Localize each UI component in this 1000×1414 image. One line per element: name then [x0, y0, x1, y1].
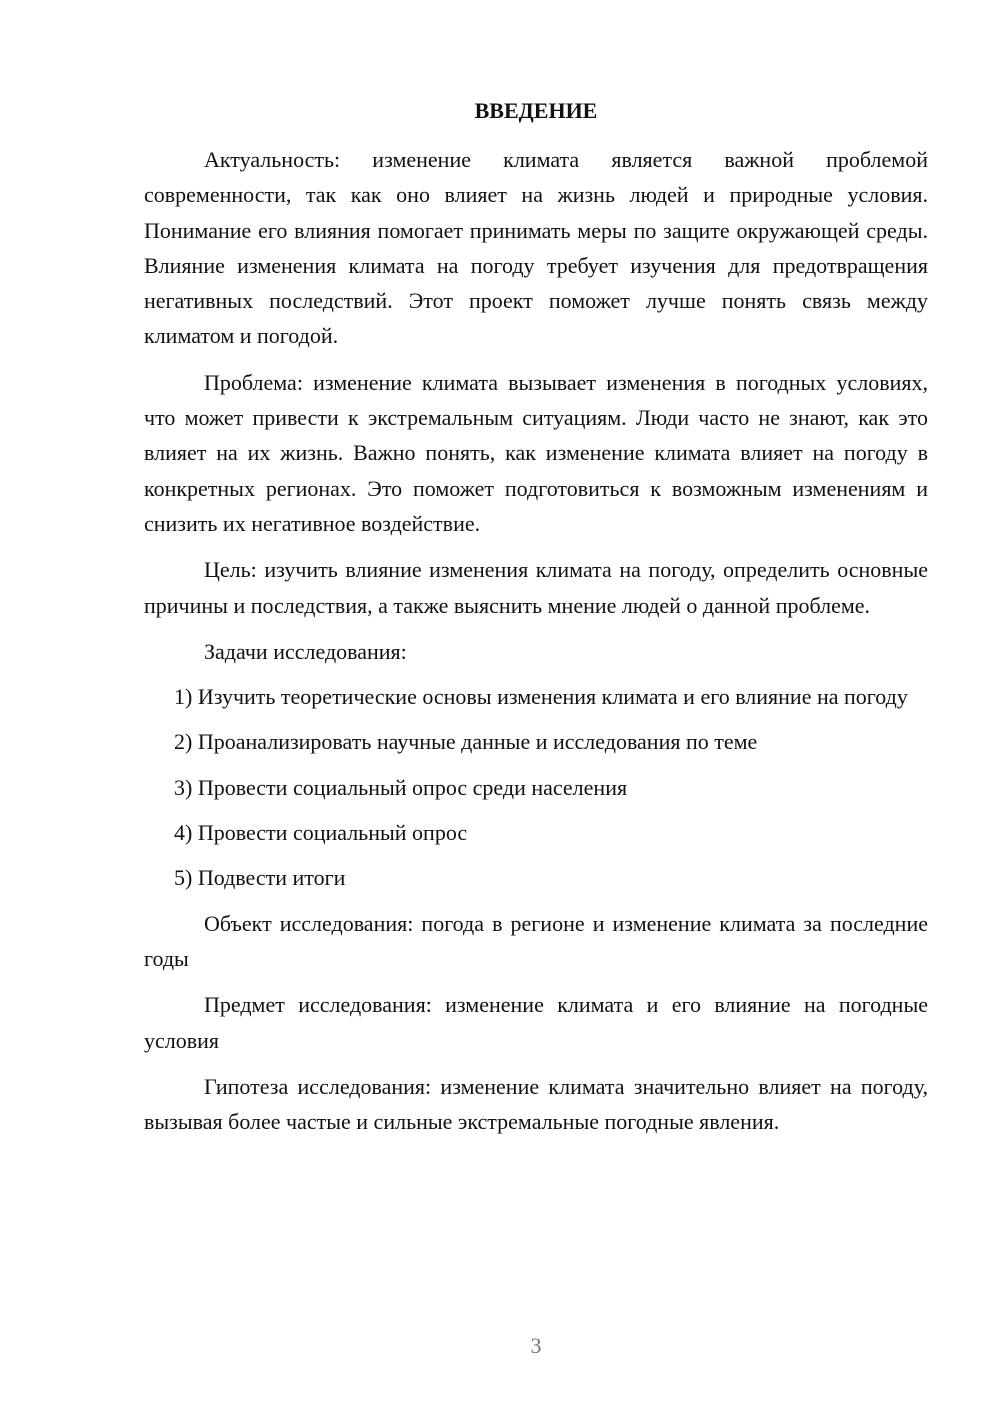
tasks-list: [144, 679, 928, 895]
paragraph-object: Объект исследования: погода в регионе и изменение климата за последние годы: [144, 910, 928, 971]
list-item: 4) Провести социальный опрос: [174, 820, 468, 846]
paragraph-relevance: Актуальность: изменение климата является важной проблемой современности, так как оно влияет на жизнь людей и природные условия. Понимание его влияния помогает принимать меры по защите окружающей среды. Влияние изменения климата на погоду требует изучения для предотвращения негативных последствий. Этот проект поможет лучше понять связь между климатом и погодой.: [144, 147, 928, 349]
list-item: 2) Проанализировать научные данные и исследования по теме: [174, 729, 758, 755]
document-page: [144, 96, 928, 1150]
list-item: 5) Подвести итоги: [174, 865, 346, 891]
paragraph-goal: Цель: изучить влияние изменения климата на погоду, определить основные причины и последствия, а также выяснить мнение людей о данной проблеме.: [144, 557, 928, 618]
paragraph-hypothesis: Гипотеза исследования: изменение климата значительно влияет на погоду, вызывая более частые и сильные экстремальные погодные явления.: [144, 1073, 928, 1135]
page-number: 3: [530, 1333, 542, 1358]
list-item: 3) Провести социальный опрос среди населения: [174, 774, 628, 800]
paragraph-subject: Предмет исследования: изменение климата и его влияние на погодные условия: [144, 992, 928, 1053]
page-title: ВВЕДЕНИЕ: [474, 98, 598, 123]
tasks-intro: Задачи исследования:: [204, 638, 407, 664]
list-item: 1) Изучить теоретические основы изменения климата и его влияние на погоду: [174, 684, 908, 710]
paragraph-problem: Проблема: изменение климата вызывает изменения в погодных условиях, что может привести к экстремальным ситуациям. Люди часто не знают, как это влияет на их жизнь. Важно понять, как изменение климата влияет на погоду в конкретных регионах. Это поможет подготовиться к возможным изменениям и снизить их негативное воздействие.: [144, 369, 928, 536]
